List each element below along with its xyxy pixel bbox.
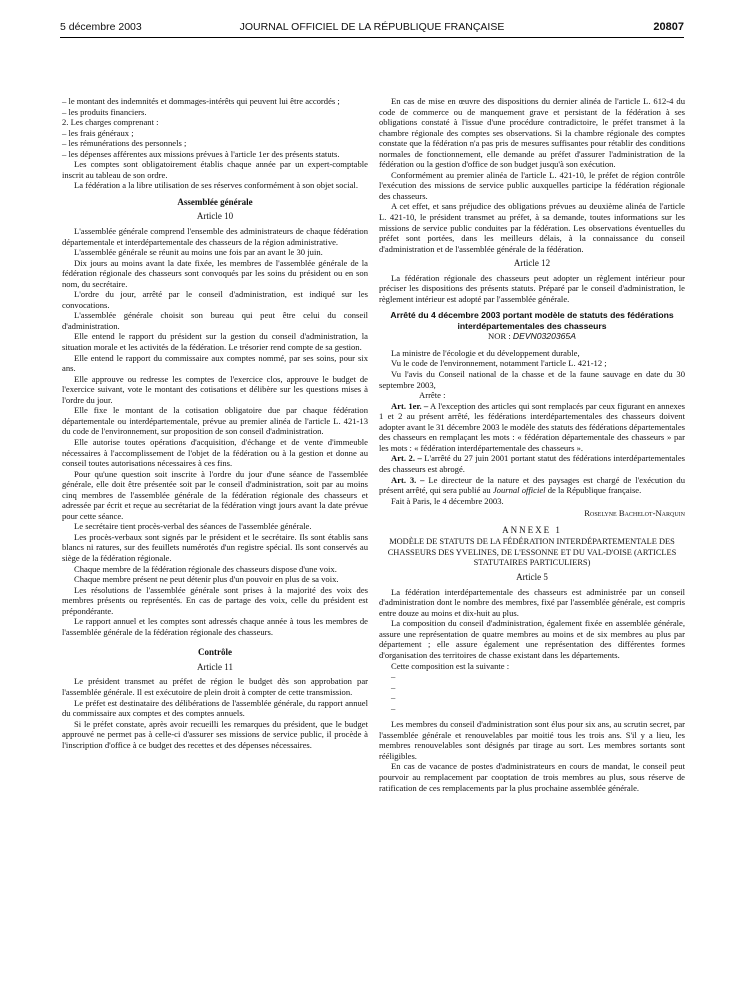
paragraph: Elle fixe le montant de la cotisation obligatoire due par chaque fédération départementale ou interdépartementale, prévue au premier alinéa de l'article L. 421-13 du code de l'environnement, sur proposition de son conseil d'administration. (62, 405, 368, 437)
fait-line: Fait à Paris, le 4 décembre 2003. (391, 495, 504, 506)
page-header (60, 21, 684, 35)
dash-item: – (391, 702, 396, 713)
art1-text: A l'exception des articles qui sont remplacés par ceux figurant en annexes 1 et 2 au présent arrêté, les fédérations interdépartementales des chasseurs doivent adopter avant le 31 décembre 2003 le modèle des statuts des fédérations départementales des chasseurs en remplaçant les mots : « fédération départementale des chasseurs » par les mots : « fédération interdépartementale des chasseurs ». (379, 400, 685, 453)
visa: La ministre de l'écologie et du développement durable, (391, 347, 580, 358)
list-item: – les frais généraux ; (62, 127, 134, 138)
right-column (379, 96, 685, 793)
annexe-heading: ANNEXE 1 (502, 524, 562, 535)
paragraph: En cas de mise en œuvre des dispositions du dernier alinéa de l'article L. 612-4 du code de commerce ou de manquement grave et persistant de la fédération à ses obligations constaté à l'issue d'une procédure contradictoire, le préfet transmet à la chambre régionale des comptes ses observations. Si la chambre régionale des comptes constate que la fédération n'a pas pris de mesures suffisantes pour rétablir des conditions normales de fonctionnement, elle demande au préfet d'assurer l'administration de la fédération ou la gestion d'office de son budget jusqu'à son exécution. (379, 96, 685, 170)
paragraph: L'assemblée générale choisit son bureau qui peut être celui du conseil d'administration. (62, 310, 368, 331)
paragraph: A cet effet, et sans préjudice des obligations prévues au deuxième alinéa de l'article L. 421-10, le président transmet au préfet, à sa demande, toutes informations sur les missions de service public conduites par la fédération. Les observations éventuelles du préfet sont portées, dans les meilleurs délais, à la connaissance du conseil d'administration et de l'assemblée générale de la fédération. (379, 201, 685, 254)
paragraph: Les comptes sont obligatoirement établis chaque année par un expert-comptable inscrit au tableau de son ordre. (62, 159, 368, 180)
section-heading-controle: Contrôle (198, 647, 232, 658)
nor-label: NOR : (488, 331, 511, 342)
visa: Vu le code de l'environnement, notamment l'article L. 421-12 ; (391, 358, 607, 369)
nor-value: DEVN0320365A (512, 331, 576, 342)
paragraph: Les membres du conseil d'administration sont élus pour six ans, au scrutin secret, par l'assemblée générale et renouvelables par moitié tous les trois ans. S'il y a lieu, les membres renouvelables sont désignés par tirage au sort. Les membres sortants sont rééligibles. (379, 719, 685, 761)
article-1 (379, 401, 685, 454)
paragraph: Pour qu'une question soit inscrite à l'ordre du jour d'une séance de l'assemblée générale, elle doit être présentée soit par le conseil d'administration, soit par au moins cinq membres de l'assemblée générale de la fédération régionale des chasseurs et adressée par écrit et reçue au secrétariat de la fédération vingt jours avant la date prévue pour cette séance. (62, 468, 368, 521)
left-column (62, 96, 368, 750)
arrete-word: Arrête : (419, 390, 446, 401)
paragraph: Le rapport annuel et les comptes sont adressés chaque année à tous les membres de l'assemblée générale de la fédération régionale des chasseurs. (62, 616, 368, 637)
article-11-heading: Article 11 (197, 661, 233, 672)
paragraph: En cas de vacance de postes d'administrateurs en cours de mandat, le conseil peut pourvoir au remplacement par cooptation de trois membres au plus, sous réserve de ratification de ces remplacements par la plus prochaine assemblée générale. (379, 761, 685, 793)
header-date: 5 décembre 2003 (60, 21, 142, 33)
journal-title: JOURNAL OFFICIEL DE LA RÉPUBLIQUE FRANÇAISE (239, 21, 505, 33)
dash-item: – (391, 681, 396, 692)
art2-label: Art. 2. – (391, 453, 422, 464)
paragraph: Elle approuve ou redresse les comptes de l'exercice clos, approuve le budget de l'exercice suivant, vote le montant des cotisations et délibère sur les questions mises à l'ordre du jour. (62, 373, 368, 405)
list-item: – le montant des indemnités et dommages-intérêts qui peuvent lui être accordés ; (62, 96, 340, 106)
visa: Vu l'avis du Conseil national de la chasse et de la faune sauvage en date du 30 septembre 2003, (379, 369, 685, 390)
paragraph: Si le préfet constate, après avoir recueilli les remarques du président, que le budget approuvé ne permet pas à celle-ci d'assurer ses missions de service public, il procède à l'inscription d'office à ce budget des recettes et des dépenses nécessaires. (62, 718, 368, 750)
paragraph: Les résolutions de l'assemblée générale sont prises à la majorité des voix des membres présents ou représentés. En cas de partage des voix, celle du président est prépondérante. (62, 584, 368, 616)
article-3 (379, 475, 685, 496)
paragraph: L'assemblée générale se réunit au moins une fois par an avant le 30 juin. (74, 247, 323, 258)
paragraph: Elle entend le rapport du commissaire aux comptes nommé, par ses soins, pour six ans. (62, 352, 368, 374)
header-rule (60, 37, 684, 38)
paragraph: Chaque membre présent ne peut détenir plus d'un pouvoir en plus de sa voix. (74, 574, 339, 585)
art3-label: Art. 3. – (391, 474, 425, 485)
paragraph: L'ordre du jour, arrêté par le conseil d'administration, est indiqué sur les convocations. (62, 289, 368, 310)
paragraph: Conformément au premier alinéa de l'article L. 421-10, le préfet de région contrôle l'exécution des missions de service public auxquelles participe la fédération régionale des chasseurs. (379, 169, 685, 201)
paragraph: Dix jours au moins avant la date fixée, les membres de l'assemblée générale de la fédération régionale des chasseurs sont convoqués par les soins du président ou en son nom, du secrétaire. (62, 257, 368, 289)
paragraph: Cette composition est la suivante : (391, 660, 510, 671)
annexe-title: MODÈLE DE STATUTS DE LA FÉDÉRATION INTERDÉPARTEMENTALE DES CHASSEURS DES YVELINES, DE L'ESSONNE ET DU VAL-D'OISE (ARTICLES STATUTAIRES PARTICULIERS) (387, 537, 677, 567)
paragraph: Chaque membre de la fédération régionale des chasseurs dispose d'une voix. (74, 563, 337, 574)
signature: Roselyne Bachelot-Narquin (584, 508, 685, 519)
paragraph: La fédération régionale des chasseurs peut adopter un règlement intérieur pour préciser les dispositions des présents statuts. Préparé par le conseil d'administration, le règlement intérieur est adopté par l'assemblée générale. (379, 272, 685, 304)
article-12-heading: Article 12 (513, 258, 551, 269)
article-2 (379, 453, 685, 474)
dash-item: – (391, 692, 396, 703)
paragraph: Le président transmet au préfet de région le budget dès son approbation par l'assemblée générale. Il est exécutoire de plein droit à compter de cette transmission. (62, 676, 368, 697)
page-number: 20807 (653, 21, 684, 33)
paragraph: La composition du conseil d'administration, également fixée en assemblée générale, assure une représentation de quatre membres au moins et de six membres au plus par département ; elle assure également une représentation des différentes formes d'organisation des territoires de chasse existant dans les départements. (379, 618, 685, 660)
paragraph: Elle autorise toutes opérations d'acquisition, d'échange et de vente d'immeuble nécessaires à l'accomplissement de l'objet de la fédération ou à la gestion et donne au conseil toutes autorisations nécessaires à ces fins. (62, 436, 368, 469)
nor-line (379, 331, 685, 342)
art3-text-b: de la République française. (545, 485, 642, 496)
art3-italic: Journal officiel (492, 485, 546, 496)
list-item: – les rémunérations des personnels ; (62, 138, 187, 149)
paragraph: L'assemblée générale comprend l'ensemble des administrateurs de chaque fédération départementale et interdépartementale des chasseurs de la région administrative. (62, 226, 368, 247)
section-heading-assemblee: Assemblée générale (177, 196, 253, 207)
article-10-heading: Article 10 (196, 211, 234, 222)
paragraph: La fédération a la libre utilisation de ses réserves conformément à son objet social. (74, 180, 358, 191)
paragraph: Les procès-verbaux sont signés par le président et le secrétaire. Ils sont établis sans blancs ni ratures, sur des feuillets numérotés d'un registre spécial. Ils sont conservés au siège de la fédération régionale. (62, 531, 368, 563)
arrete-title: Arrêté du 4 décembre 2003 portant modèle de statuts des fédérations interdépartementales des chasseurs (390, 310, 674, 331)
art3-text-a: Le directeur de la nature et des paysages est chargé de l'exécution du présent arrêté, qui sera publié au (379, 474, 685, 496)
dash-item: – (391, 671, 396, 682)
list-item: – les produits financiers. (62, 106, 147, 117)
paragraph: La fédération interdépartementale des chasseurs est administrée par un conseil d'administration dont le nombre des membres, fixé par l'assemblée générale, est compris entre douze au moins et dix-huit au plus. (379, 586, 685, 618)
paragraph: Elle entend le rapport du président sur la gestion du conseil d'administration, la situation morale et les activités de la fédération. Le trésorier rend compte de sa gestion. (62, 331, 368, 353)
paragraph: Le préfet est destinataire des délibérations de l'assemblée générale, du rapport annuel du commissaire aux comptes et des comptes annuels. (62, 697, 368, 719)
list-item: 2. Les charges comprenant : (62, 117, 159, 128)
art1-label: Art. 1er. – (391, 400, 429, 411)
list-item: – les dépenses afférentes aux missions prévues à l'article 1er des présents statuts. (62, 148, 340, 159)
paragraph: Le secrétaire tient procès-verbal des séances de l'assemblée générale. (74, 521, 312, 532)
article-5-heading: Article 5 (516, 572, 548, 583)
art2-text: L'arrêté du 27 juin 2001 portant statut des fédérations interdépartementales des chasseurs est abrogé. (379, 453, 685, 474)
